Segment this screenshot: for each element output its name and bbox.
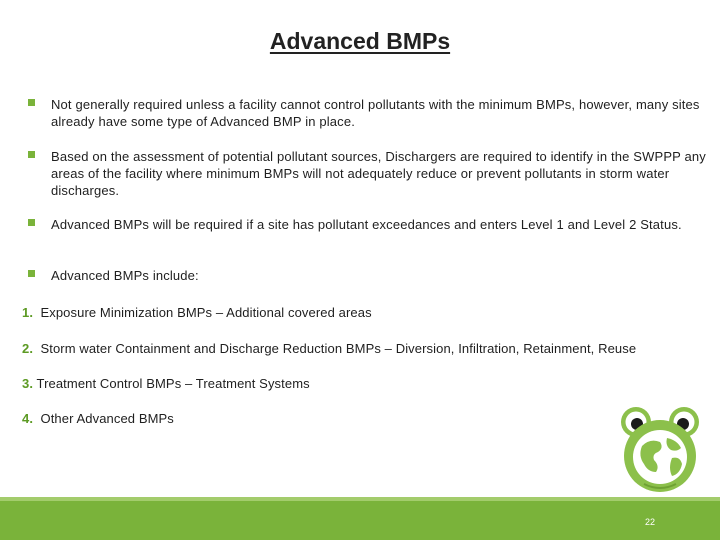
item-text: Treatment Control BMPs – Treatment Systems <box>36 376 310 391</box>
square-bullet-icon <box>28 270 35 277</box>
page-number: 22 <box>644 517 655 527</box>
square-bullet-icon <box>28 151 35 158</box>
bullet-text: Not generally required unless a facility cannot control pollutants with the minimum BMPs, however, many sites already have some type of Advanced BMP in place. <box>51 97 700 129</box>
bullet-text: Advanced BMPs include: <box>51 268 199 283</box>
item-text: Exposure Minimization BMPs – Additional covered areas <box>40 305 372 320</box>
numbered-item <box>22 304 372 321</box>
square-bullet-icon <box>28 219 35 226</box>
item-number: 4. <box>22 411 34 426</box>
item-text: Other Advanced BMPs <box>40 411 174 426</box>
square-bullet-icon <box>28 99 35 106</box>
slide-title-text: Advanced BMPs <box>269 28 451 54</box>
numbered-item <box>22 410 174 427</box>
item-number: 1. <box>22 305 34 320</box>
bullet-item <box>28 148 708 199</box>
item-number: 3. <box>22 376 34 391</box>
numbered-item <box>22 340 636 357</box>
bullet-item <box>28 96 708 130</box>
numbered-item <box>22 375 310 392</box>
slide-title <box>0 30 720 53</box>
bullet-text: Advanced BMPs will be required if a site has pollutant exceedances and enters Level 1 and Level 2 Status. <box>51 217 682 232</box>
bullet-item <box>28 267 708 284</box>
bullet-item <box>28 216 708 233</box>
frog-globe-logo-icon <box>612 402 708 498</box>
item-number: 2. <box>22 341 34 356</box>
bullet-text: Based on the assessment of potential pollutant sources, Dischargers are required to identify in the SWPPP any areas of the facility where minimum BMPs will not adequately reduce or prevent pollutants in storm water discharges. <box>51 149 706 198</box>
item-text: Storm water Containment and Discharge Reduction BMPs – Diversion, Infiltration, Retainment, Reuse <box>40 341 637 356</box>
footer-bar <box>0 497 720 540</box>
